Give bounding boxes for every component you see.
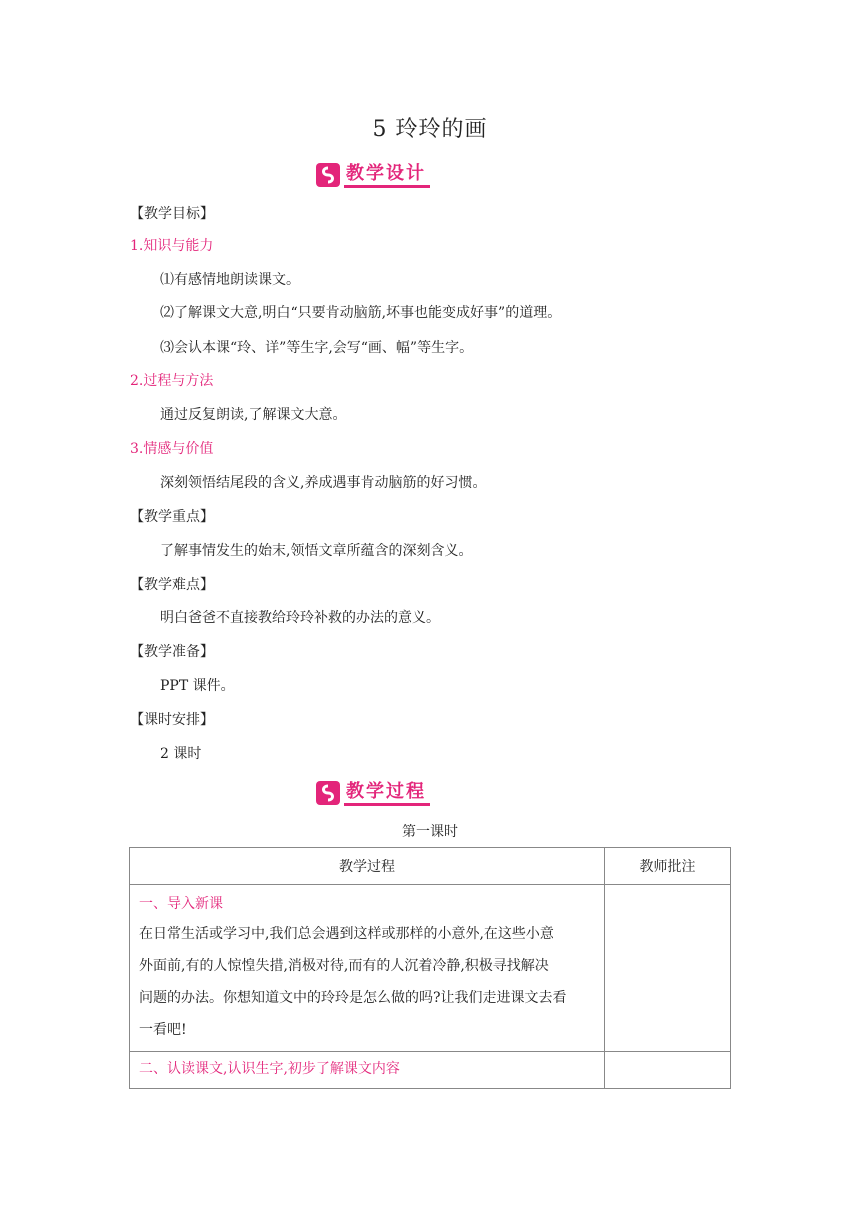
- section-title-process: 教学过程: [344, 781, 430, 806]
- goal2-heading: 2.过程与方法: [130, 373, 214, 389]
- row-text-line: 在日常生活或学习中,我们总会遇到这样或那样的小意外,在这些小意: [139, 926, 554, 942]
- preparation-heading: 【教学准备】: [130, 644, 214, 660]
- page-title: 5 玲玲的画: [372, 117, 488, 142]
- goal3-heading: 3.情感与价值: [130, 441, 214, 457]
- table-row: [130, 1052, 731, 1089]
- preparation-text: PPT 课件。: [160, 678, 235, 694]
- process-cell: [130, 1052, 605, 1089]
- table-header-row: [130, 848, 731, 885]
- schedule-text: 2 课时: [160, 746, 202, 762]
- section-badge-design: [316, 162, 430, 188]
- key-text: 了解事情发生的始末,领悟文章所蕴含的深刻含义。: [160, 543, 473, 559]
- schedule-heading: 【课时安排】: [130, 712, 214, 728]
- difficulty-heading: 【教学难点】: [130, 577, 214, 593]
- row-text-line: 外面前,有的人惊惶失措,消极对待,而有的人沉着冷静,积极寻找解决: [139, 958, 549, 974]
- row-text-line: 一看吧!: [139, 1022, 187, 1038]
- process-cell: [130, 885, 605, 1052]
- row-heading: 二、认读课文,认识生字,初步了解课文内容: [139, 1061, 400, 1077]
- swirl-logo-icon: [316, 163, 340, 187]
- key-heading: 【教学重点】: [130, 509, 214, 525]
- goal1-heading: 1.知识与能力: [130, 238, 214, 254]
- goal1-item: ⑴有感情地朗读课文。: [160, 272, 300, 288]
- swirl-logo-icon: [316, 781, 340, 805]
- section-title-design: 教学设计: [344, 163, 430, 188]
- row-text-line: 问题的办法。你想知道文中的玲玲是怎么做的吗?让我们走进课文去看: [139, 990, 567, 1006]
- notes-cell: [605, 1052, 731, 1089]
- header-notes: 教师批注: [605, 848, 731, 885]
- notes-cell: [605, 885, 731, 1052]
- section-badge-process: [316, 780, 430, 806]
- table-row: [130, 885, 731, 1052]
- goals-heading: 【教学目标】: [130, 206, 214, 222]
- goal1-item: ⑶会认本课“玲、详”等生字,会写“画、幅”等生字。: [160, 340, 474, 356]
- goal3-text: 深刻领悟结尾段的含义,养成遇事肯动脑筋的好习惯。: [160, 475, 487, 491]
- row-heading: 一、导入新课: [139, 896, 223, 912]
- header-process: 教学过程: [130, 848, 605, 885]
- difficulty-text: 明白爸爸不直接教给玲玲补救的办法的意义。: [160, 610, 440, 626]
- goal1-item: ⑵了解课文大意,明白“只要肯动脑筋,坏事也能变成好事”的道理。: [160, 305, 562, 321]
- goal2-text: 通过反复朗读,了解课文大意。: [160, 407, 347, 423]
- process-table: [129, 847, 731, 1089]
- lesson-label: 第一课时: [402, 824, 458, 840]
